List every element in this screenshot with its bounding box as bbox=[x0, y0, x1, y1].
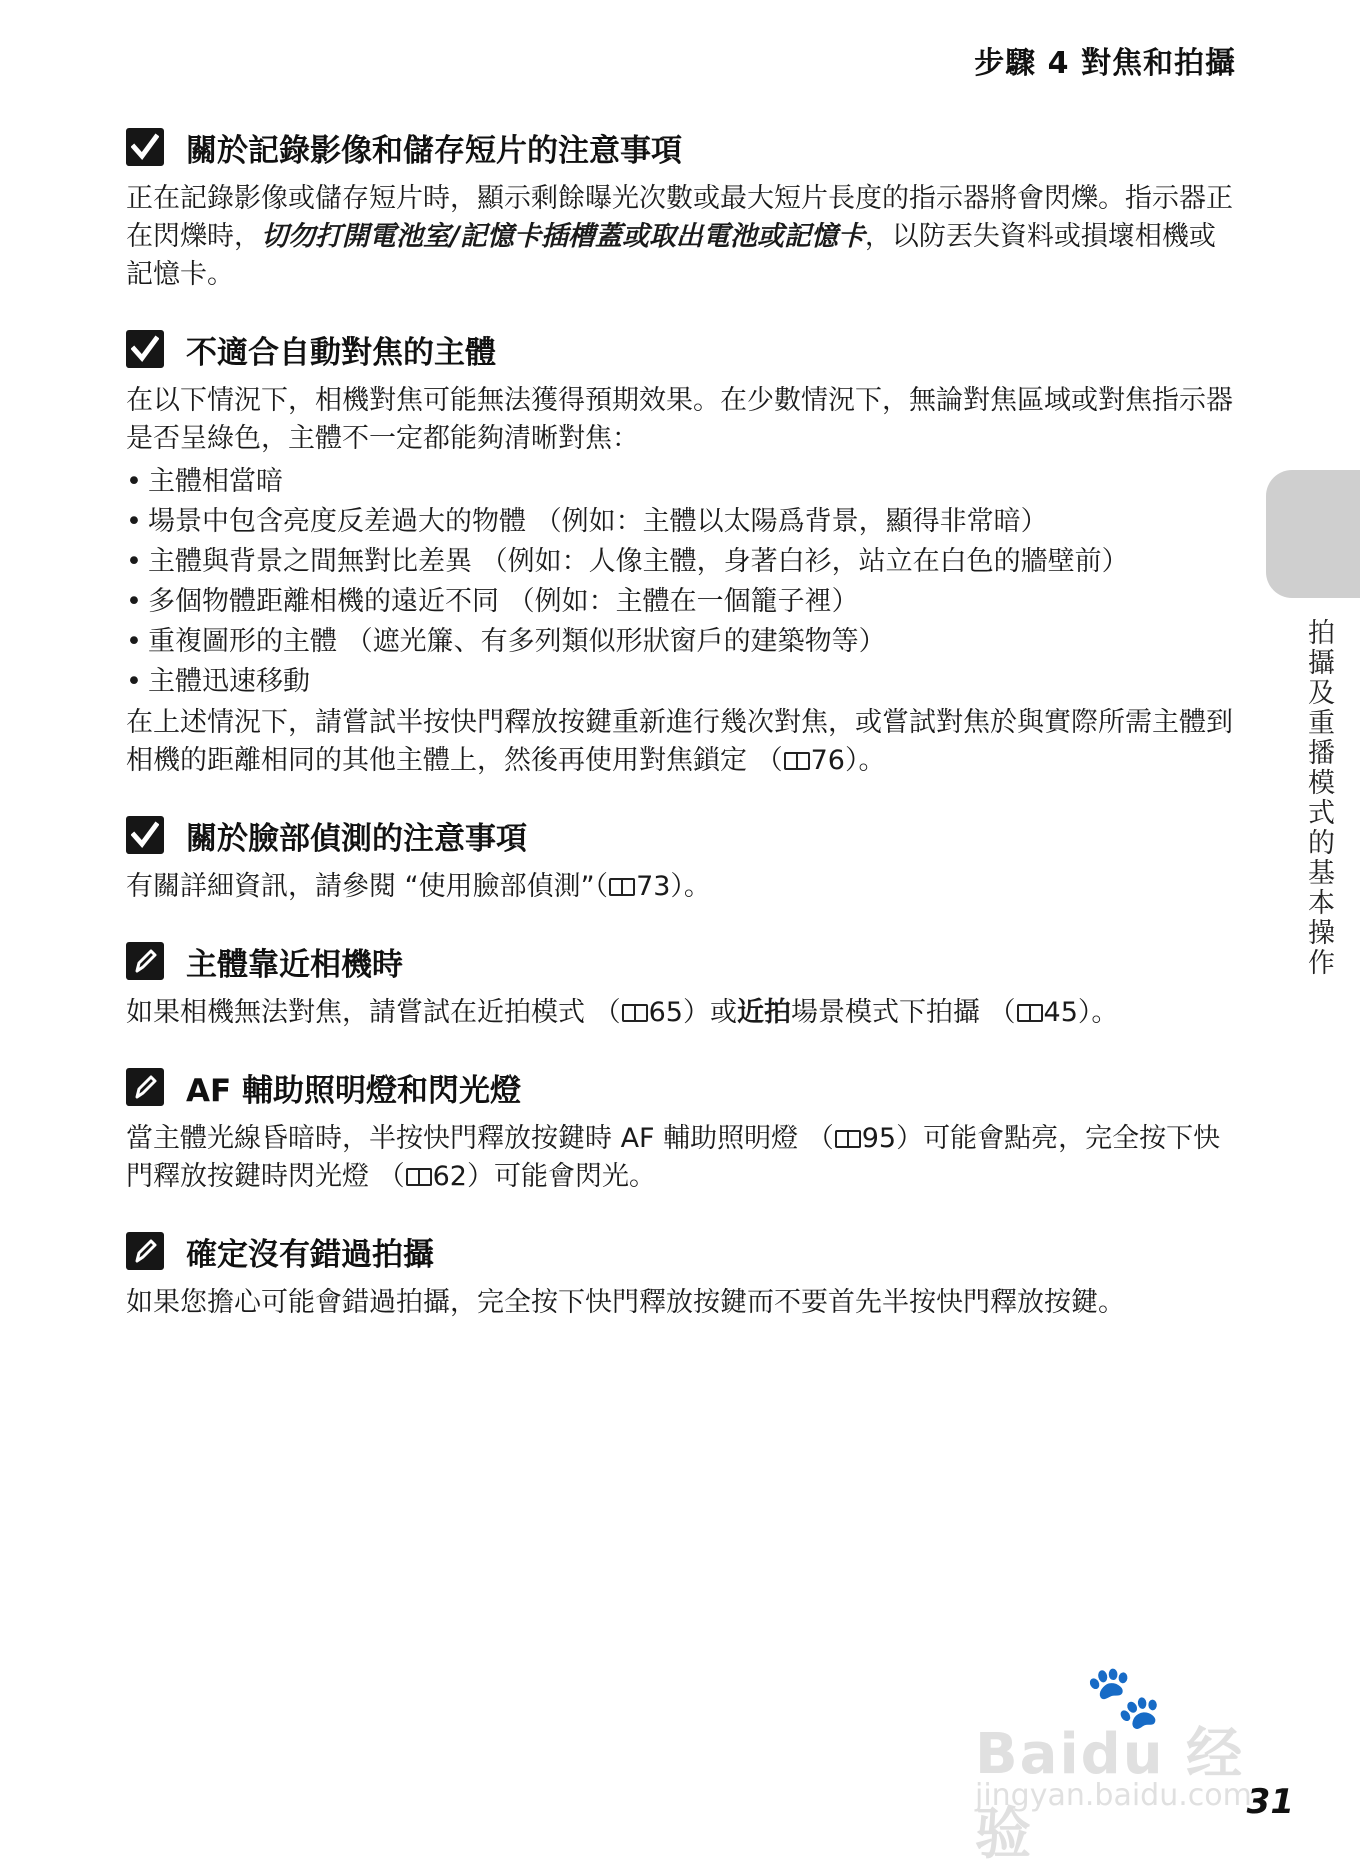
chapter-tab[interactable] bbox=[1266, 470, 1360, 598]
page-ref[interactable]: 95 bbox=[861, 1123, 897, 1154]
paw-icon: 🐾 bbox=[1085, 1660, 1163, 1733]
note-face-detection bbox=[126, 810, 1236, 906]
pencil-icon bbox=[126, 1068, 164, 1106]
page-ref[interactable]: 73 bbox=[636, 871, 671, 902]
tip-af-assist bbox=[126, 1062, 1236, 1196]
section-title: 主體靠近相機時 bbox=[186, 946, 403, 983]
page-ref[interactable]: 45 bbox=[1043, 997, 1078, 1028]
body-text: 場景模式下拍攝 （ bbox=[790, 997, 1016, 1028]
page-ref[interactable]: 62 bbox=[432, 1161, 467, 1192]
check-icon bbox=[126, 128, 164, 166]
section-title-row bbox=[126, 122, 1236, 172]
section-body bbox=[126, 868, 1236, 906]
book-icon bbox=[1017, 1004, 1043, 1022]
body-text: ）可能會點亮，完全按下快門釋放按鍵時閃光燈 （ bbox=[126, 1123, 1221, 1192]
body-text: ）。 bbox=[1077, 997, 1119, 1028]
main-content bbox=[126, 122, 1236, 1352]
section-outro bbox=[126, 704, 1236, 780]
emphasis-text: 近拍 bbox=[736, 997, 791, 1028]
book-icon bbox=[622, 1004, 648, 1022]
bullet-list bbox=[126, 462, 1236, 702]
page-header: 步驟 4 對焦和拍攝 bbox=[974, 46, 1236, 81]
section-title: 關於記錄影像和儲存短片的注意事項 bbox=[186, 132, 682, 169]
list-item: • 主體迅速移動 bbox=[126, 662, 1236, 702]
section-title-row bbox=[126, 1226, 1236, 1276]
list-item: • 重複圖形的主體 （遮光簾、有多列類似形狀窗戶的建築物等） bbox=[126, 622, 1236, 662]
pencil-icon bbox=[126, 942, 164, 980]
page-ref[interactable]: 65 bbox=[648, 997, 683, 1028]
tip-close-subject bbox=[126, 936, 1236, 1032]
section-body bbox=[126, 180, 1236, 294]
note-af-subjects bbox=[126, 324, 1236, 780]
book-icon bbox=[406, 1168, 432, 1186]
body-text: 正在記錄影像或儲存短片時，顯示剩餘曝光次數或最大短片長度的指示器將會閃爍。指示器正在閃爍時， bbox=[126, 183, 1233, 252]
check-icon bbox=[126, 330, 164, 368]
section-title: AF 輔助照明燈和閃光燈 bbox=[186, 1072, 521, 1109]
chapter-label: 拍攝及重播模式的基本操作 bbox=[1303, 618, 1334, 978]
warning-text: 切勿打開電池室/記憶卡插槽蓋或取出電池或記憶卡 bbox=[261, 221, 865, 252]
list-item: • 多個物體距離相機的遠近不同 （例如：主體在一個籠子裡） bbox=[126, 582, 1236, 622]
list-item: • 主體與背景之間無對比差異 （例如：人像主體，身著白衫，站立在白色的牆壁前） bbox=[126, 542, 1236, 582]
watermark-url: jingyan.baidu.com bbox=[975, 1778, 1252, 1813]
book-icon bbox=[609, 878, 635, 896]
book-icon bbox=[835, 1130, 861, 1148]
body-text: 如果相機無法對焦，請嘗試在近拍模式 （ bbox=[126, 997, 621, 1028]
section-title: 不適合自動對焦的主體 bbox=[186, 334, 496, 371]
page-ref[interactable]: 76 bbox=[810, 745, 845, 776]
section-title-row bbox=[126, 810, 1236, 860]
watermark-brand: Baidu 经验 bbox=[975, 1722, 1245, 1867]
body-text: ）。 bbox=[844, 745, 886, 776]
note-recording bbox=[126, 122, 1236, 294]
body-text: ）可能會閃光。 bbox=[466, 1161, 656, 1192]
section-title: 關於臉部偵測的注意事項 bbox=[186, 820, 527, 857]
tip-dont-miss bbox=[126, 1226, 1236, 1322]
section-title-row bbox=[126, 1062, 1236, 1112]
book-icon bbox=[784, 752, 810, 770]
body-text: ，以防丟失資料或損壞相機或記憶卡。 bbox=[126, 221, 1216, 290]
body-text: 在上述情況下，請嘗試半按快門釋放按鍵重新進行幾次對焦，或嘗試對焦於與實際所需主體到相機的距離相同的其他主體上，然後再使用對焦鎖定 （ bbox=[126, 707, 1233, 776]
body-text: ）。 bbox=[670, 871, 711, 902]
check-icon bbox=[126, 816, 164, 854]
section-body bbox=[126, 1120, 1236, 1196]
page-number: 31 bbox=[1246, 1782, 1294, 1822]
body-text: 當主體光線昏暗時，半按快門釋放按鍵時 AF 輔助照明燈 （ bbox=[126, 1123, 834, 1154]
section-body bbox=[126, 994, 1236, 1032]
section-body: 如果您擔心可能會錯過拍攝，完全按下快門釋放按鍵而不要首先半按快門釋放按鍵。 bbox=[126, 1287, 1125, 1318]
body-text: 有關詳細資訊，請參閱 “使用臉部偵測”（ bbox=[126, 871, 609, 902]
section-title: 確定沒有錯過拍攝 bbox=[186, 1236, 434, 1273]
section-title-row bbox=[126, 936, 1236, 986]
list-item: • 場景中包含亮度反差過大的物體 （例如：主體以太陽爲背景，顯得非常暗） bbox=[126, 502, 1236, 542]
body-text: ）或 bbox=[682, 997, 737, 1028]
section-intro: 在以下情況下，相機對焦可能無法獲得預期效果。在少數情況下，無論對焦區域或對焦指示器是否呈綠色，主體不一定都能夠清晰對焦： bbox=[126, 385, 1233, 454]
pencil-icon bbox=[126, 1232, 164, 1270]
list-item: • 主體相當暗 bbox=[126, 462, 1236, 502]
section-title-row bbox=[126, 324, 1236, 374]
